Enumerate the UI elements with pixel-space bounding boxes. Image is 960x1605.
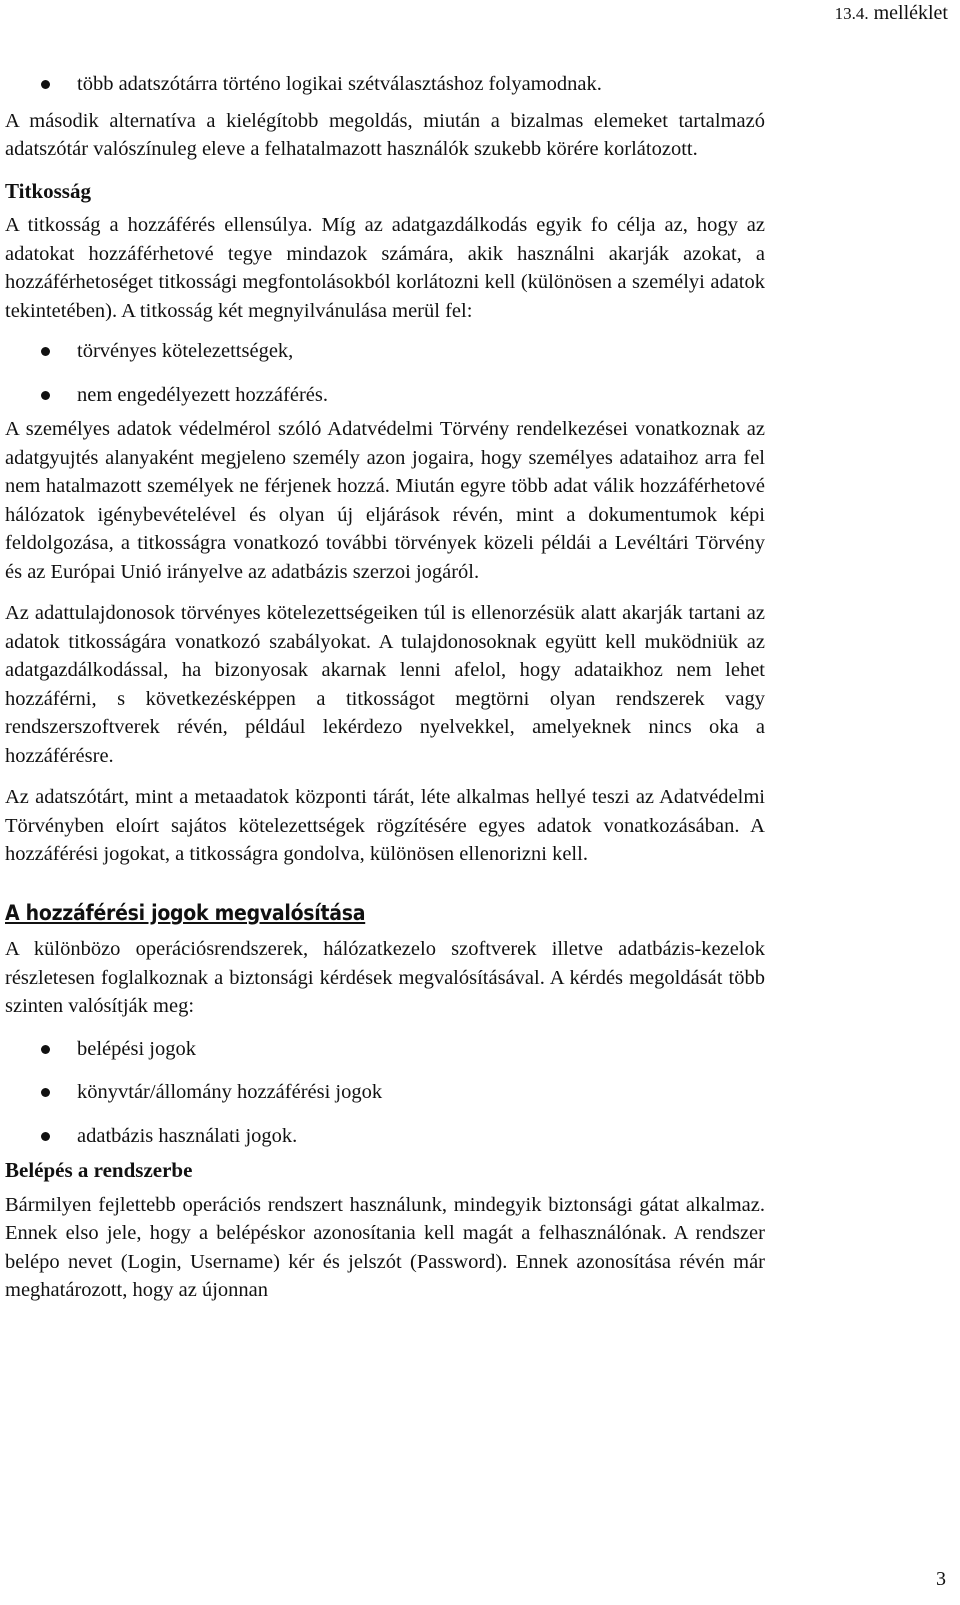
- list-item: törvényes kötelezettségek,: [5, 337, 765, 366]
- heading-titkossag: Titkosság: [5, 178, 91, 203]
- list-item: nem engedélyezett hozzáférés.: [5, 381, 765, 410]
- list-item: adatbázis használati jogok.: [5, 1122, 765, 1151]
- page-header: [835, 2, 948, 25]
- list-item: több adatszótárra történo logikai szétválasztáshoz folyamodnak.: [5, 70, 765, 99]
- list-item: belépési jogok: [5, 1035, 765, 1064]
- bullet-list-continuation: [5, 70, 765, 99]
- heading-belepes: Belépés a rendszerbe: [5, 1158, 193, 1182]
- paragraph-belepes: Bármilyen fejlettebb operációs rendszert használunk, mindegyik biztonsági gátat alkalmaz. Ennek elso jele, hogy a belépéskor azonosítania kell magát a felhasználónak. A rendszer belépo nevet (Login, Username) kér és jelszót (Password). Ennek azonosítása révén már meghatározott, hogy az újonnan: [5, 1193, 765, 1301]
- paragraph-operacios-rendszerek: A különbözo operációsrendszerek, hálózatkezelo szoftverek illetve adatbázis-kezelok részletesen foglalkoznak a biztonsági kérdések megvalósításával. A kérdés megoldását több szinten valósítják meg:: [5, 938, 765, 1017]
- paragraph-adatvedelem: A személyes adatok védelmérol szóló Adatvédelmi Törvény rendelkezései vonatkoznak az adatgyujtés alanyaként megjeleno személy azon jogaira, hogy személyes adataihoz arra fel nem hatalmazott személyek ne férjenek hozzá. Miután egyre több adat válik hozzáférhetové hálózatok igénybevételével és olyan új eljárások révén, mint a dokumentumok képi feldolgozása, a titkosságra vonatkozó további törvények közeli példái a Levéltári Törvény és az Európai Unió irányelve az adatbázis szerzoi jogáról.: [5, 418, 765, 583]
- paragraph-alternative: A második alternatíva a kielégítobb megoldás, miután a bizalmas elemeket tartalmazó adatszótár valószínuleg eleve a felhatalmazott használók szukebb körére korlátozott.: [5, 109, 765, 160]
- list-item: könyvtár/állomány hozzáférési jogok: [5, 1078, 765, 1107]
- bullet-list-titkossag: [5, 337, 765, 409]
- bullet-list-jogok: [5, 1035, 765, 1151]
- page-number: 3: [936, 1568, 946, 1590]
- paragraph-titkossag: A titkosság a hozzáférés ellensúlya. Míg az adatgazdálkodás egyik fo célja az, hogy az adatokat hozzáférhetové tegye mindazok számára, akik használni akarják azokat, a hozzáférhetoséget titkossági megfontolásokból korlátozni kell (különösen a személyi adatok tekintetében). A titkosság két megnyilvánulása merül fel:: [5, 214, 765, 322]
- document-body: [5, 70, 765, 1318]
- paragraph-adatszotar: Az adatszótárt, mint a metaadatok központi tárát, léte alkalmas hellyé teszi az Adatvédelmi Törvényben eloírt sajátos kötelezettségek rögzítésére egyes adatok vonatkozásában. A hozzáférési jogokat, a titkosságra gondolva, különösen ellenorizni kell.: [5, 786, 765, 865]
- annex-number: 13.4.: [834, 4, 869, 23]
- annex-label: melléklet: [873, 2, 948, 24]
- paragraph-adattulajdonosok: Az adattulajdonosok törvényes kötelezettségeiken túl is ellenorzésük alatt akarják tartani az adatok titkosságára vonatkozó szabályokat. A tulajdonosoknak együtt kell muködniük az adatgazdálkodással, ha bizonyosak akarnak lenni afelol, hogy adataikhoz nem lehet hozzáférni, s következésképpen a titkosságot megtörni olyan rendszerek vagy rendszerszoftverek révén, például lekérdezo nyelvekkel, amelyeknek nincs oka a hozzáférésre.: [5, 602, 765, 767]
- section-heading-hozzaferesi-jogok: A hozzáférési jogok megvalósítása: [5, 900, 366, 925]
